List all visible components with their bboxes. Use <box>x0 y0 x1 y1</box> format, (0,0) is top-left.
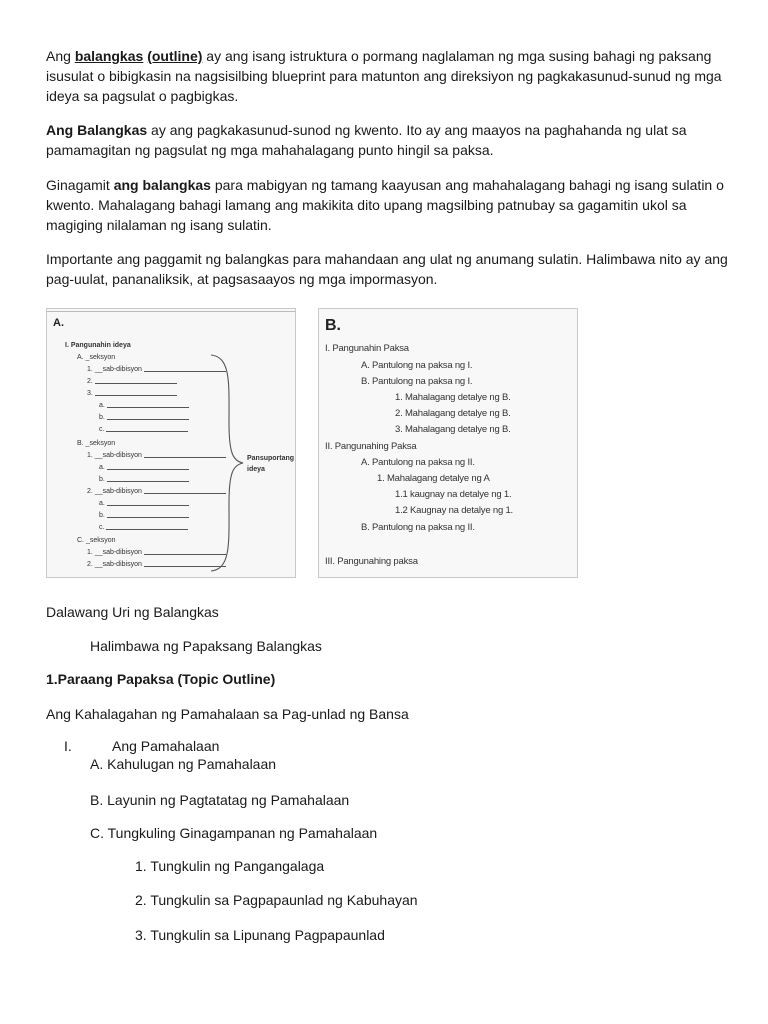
figure-a-row: a. <box>99 401 189 410</box>
figure-a-row: b. <box>99 475 189 484</box>
figure-a-row: I. Pangunahin ideya <box>65 342 131 349</box>
intro-ang: Ang <box>46 48 71 64</box>
figure-a-row: c. <box>99 425 188 434</box>
usage-term: ang balangkas <box>113 177 211 193</box>
curly-brace-icon <box>207 353 247 573</box>
figure-a-top-rule <box>47 311 295 312</box>
figure-a-row: 1. __sab-dibisyon <box>87 365 226 374</box>
term-balangkas: balangkas <box>74 48 144 64</box>
example-title: Halimbawa ng Papaksang Balangkas <box>90 638 322 654</box>
outline-template-figure-a <box>46 308 296 578</box>
intro-definition: ay ang isang istruktura o pormang naglalaman ng mga susing bahagi ng paksang isusulat o bibigkasin na nagsisilbing blueprint para matunton ang direksiyon ng pagkakasunud-sunud ng mga ideya sa pagsulat o pagbigkas. <box>46 48 722 104</box>
outline-item-c2: 2. Tungkulin sa Pagpapaunlad ng Kabuhayan <box>135 892 418 908</box>
figure-b-row: A. Pantulong na paksa ng II. <box>361 457 475 468</box>
usage-paragraph <box>46 175 736 235</box>
figure-a-row: A. _seksyon <box>77 354 116 361</box>
figure-b-row: 3. Mahalagang detalye ng B. <box>395 424 511 435</box>
outline-item-a: A. Kahulugan ng Pamahalaan <box>90 756 277 772</box>
figure-a-row: c. <box>99 523 188 532</box>
figure-a-row: b. <box>99 511 189 520</box>
intro-paragraph <box>46 46 736 106</box>
usage-text: para mabigyan ng tamang kaayusan ang mahahalagang bahagi ng isang sulatin o kwento. Mahalagang bahagi lamang ang makikita dito upang magsilbing patnubay sa gagamitin ukol sa magiging nilalaman ng isang sulatin. <box>46 177 724 233</box>
figure-b-row: II. Pangunahing Paksa <box>325 441 417 452</box>
figure-a-row: C. _seksyon <box>77 537 116 544</box>
figure-b-row: B. Pantulong na paksa ng II. <box>361 522 475 533</box>
figure-a-label: A. <box>53 317 64 329</box>
importance-paragraph: Importante ang paggamit ng balangkas para mahandaan ang ulat ng anumang sulatin. Halimbawa nito ay ang pag-uulat, pananaliksik, at pagsasaayos ng mga impormasyon. <box>46 251 728 287</box>
figure-b-row: 1.1 kaugnay na detalye ng 1. <box>395 489 512 500</box>
figure-b-row: 1. Mahalagang detalye ng A <box>377 473 490 484</box>
figure-a-row: a. <box>99 463 189 472</box>
topic-outline-title: 1.Paraang Papaksa (Topic Outline) <box>46 671 276 687</box>
figure-a-row: 2. __sab-dibisyon <box>87 487 226 496</box>
outline-title: Ang Kahalagahan ng Pamahalaan sa Pag-unlad ng Bansa <box>46 706 409 722</box>
figure-b-row: III. Pangunahing paksa <box>325 556 418 567</box>
figure-b-row: 2. Mahalagang detalye ng B. <box>395 408 511 419</box>
figure-b-row: A. Pantulong na paksa ng I. <box>361 360 473 371</box>
figure-a-row: 3. <box>87 389 177 398</box>
figure-a-row: 1. __sab-dibisyon <box>87 451 226 460</box>
definition-text: ay ang pagkakasunud-sunod ng kwento. Ito ay ang maayos na paghahanda ng ulat sa pamamagitan ng pagsulat ng mga mahahalagang punto hingil sa paksa. <box>46 122 687 158</box>
section-title: Dalawang Uri ng Balangkas <box>46 604 219 620</box>
figure-a-row: 2. __sab-dibisyon <box>87 560 226 569</box>
outline-item-i-number: I. <box>64 738 72 754</box>
outline-item-c3: 3. Tungkulin sa Lipunang Pagpapaunlad <box>135 927 385 943</box>
figure-b-row: 1. Mahalagang detalye ng B. <box>395 392 511 403</box>
figure-a-row: B. _seksyon <box>77 440 116 447</box>
figure-a-row: a. <box>99 499 189 508</box>
supporting-ideas-label-2: ideya <box>247 466 265 473</box>
figure-b-row: 1.2 Kaugnay na detalye ng 1. <box>395 505 513 516</box>
outline-item-c1: 1. Tungkulin ng Pangangalaga <box>135 858 325 874</box>
usage-pre: Ginagamit <box>46 177 110 193</box>
figure-a-row: b. <box>99 413 189 422</box>
definition-paragraph <box>46 120 736 160</box>
figure-a-row: 2. <box>87 377 177 386</box>
figure-b-row: I. Pangunahin Paksa <box>325 343 409 354</box>
figure-b-label: B. <box>325 317 341 334</box>
outline-item-i: Ang Pamahalaan <box>112 738 220 754</box>
term-outline: (outline) <box>147 48 203 64</box>
figure-a-row: 1. __sab-dibisyon <box>87 548 226 557</box>
figure-b-row: B. Pantulong na paksa ng I. <box>361 376 473 387</box>
supporting-ideas-label-1: Pansuportang <box>247 455 295 462</box>
outline-example-figure-b <box>318 308 578 578</box>
outline-item-b: B. Layunin ng Pagtatatag ng Pamahalaan <box>90 792 350 808</box>
outline-item-c: C. Tungkuling Ginagampanan ng Pamahalaan <box>90 825 378 841</box>
definition-term: Ang Balangkas <box>46 122 148 138</box>
